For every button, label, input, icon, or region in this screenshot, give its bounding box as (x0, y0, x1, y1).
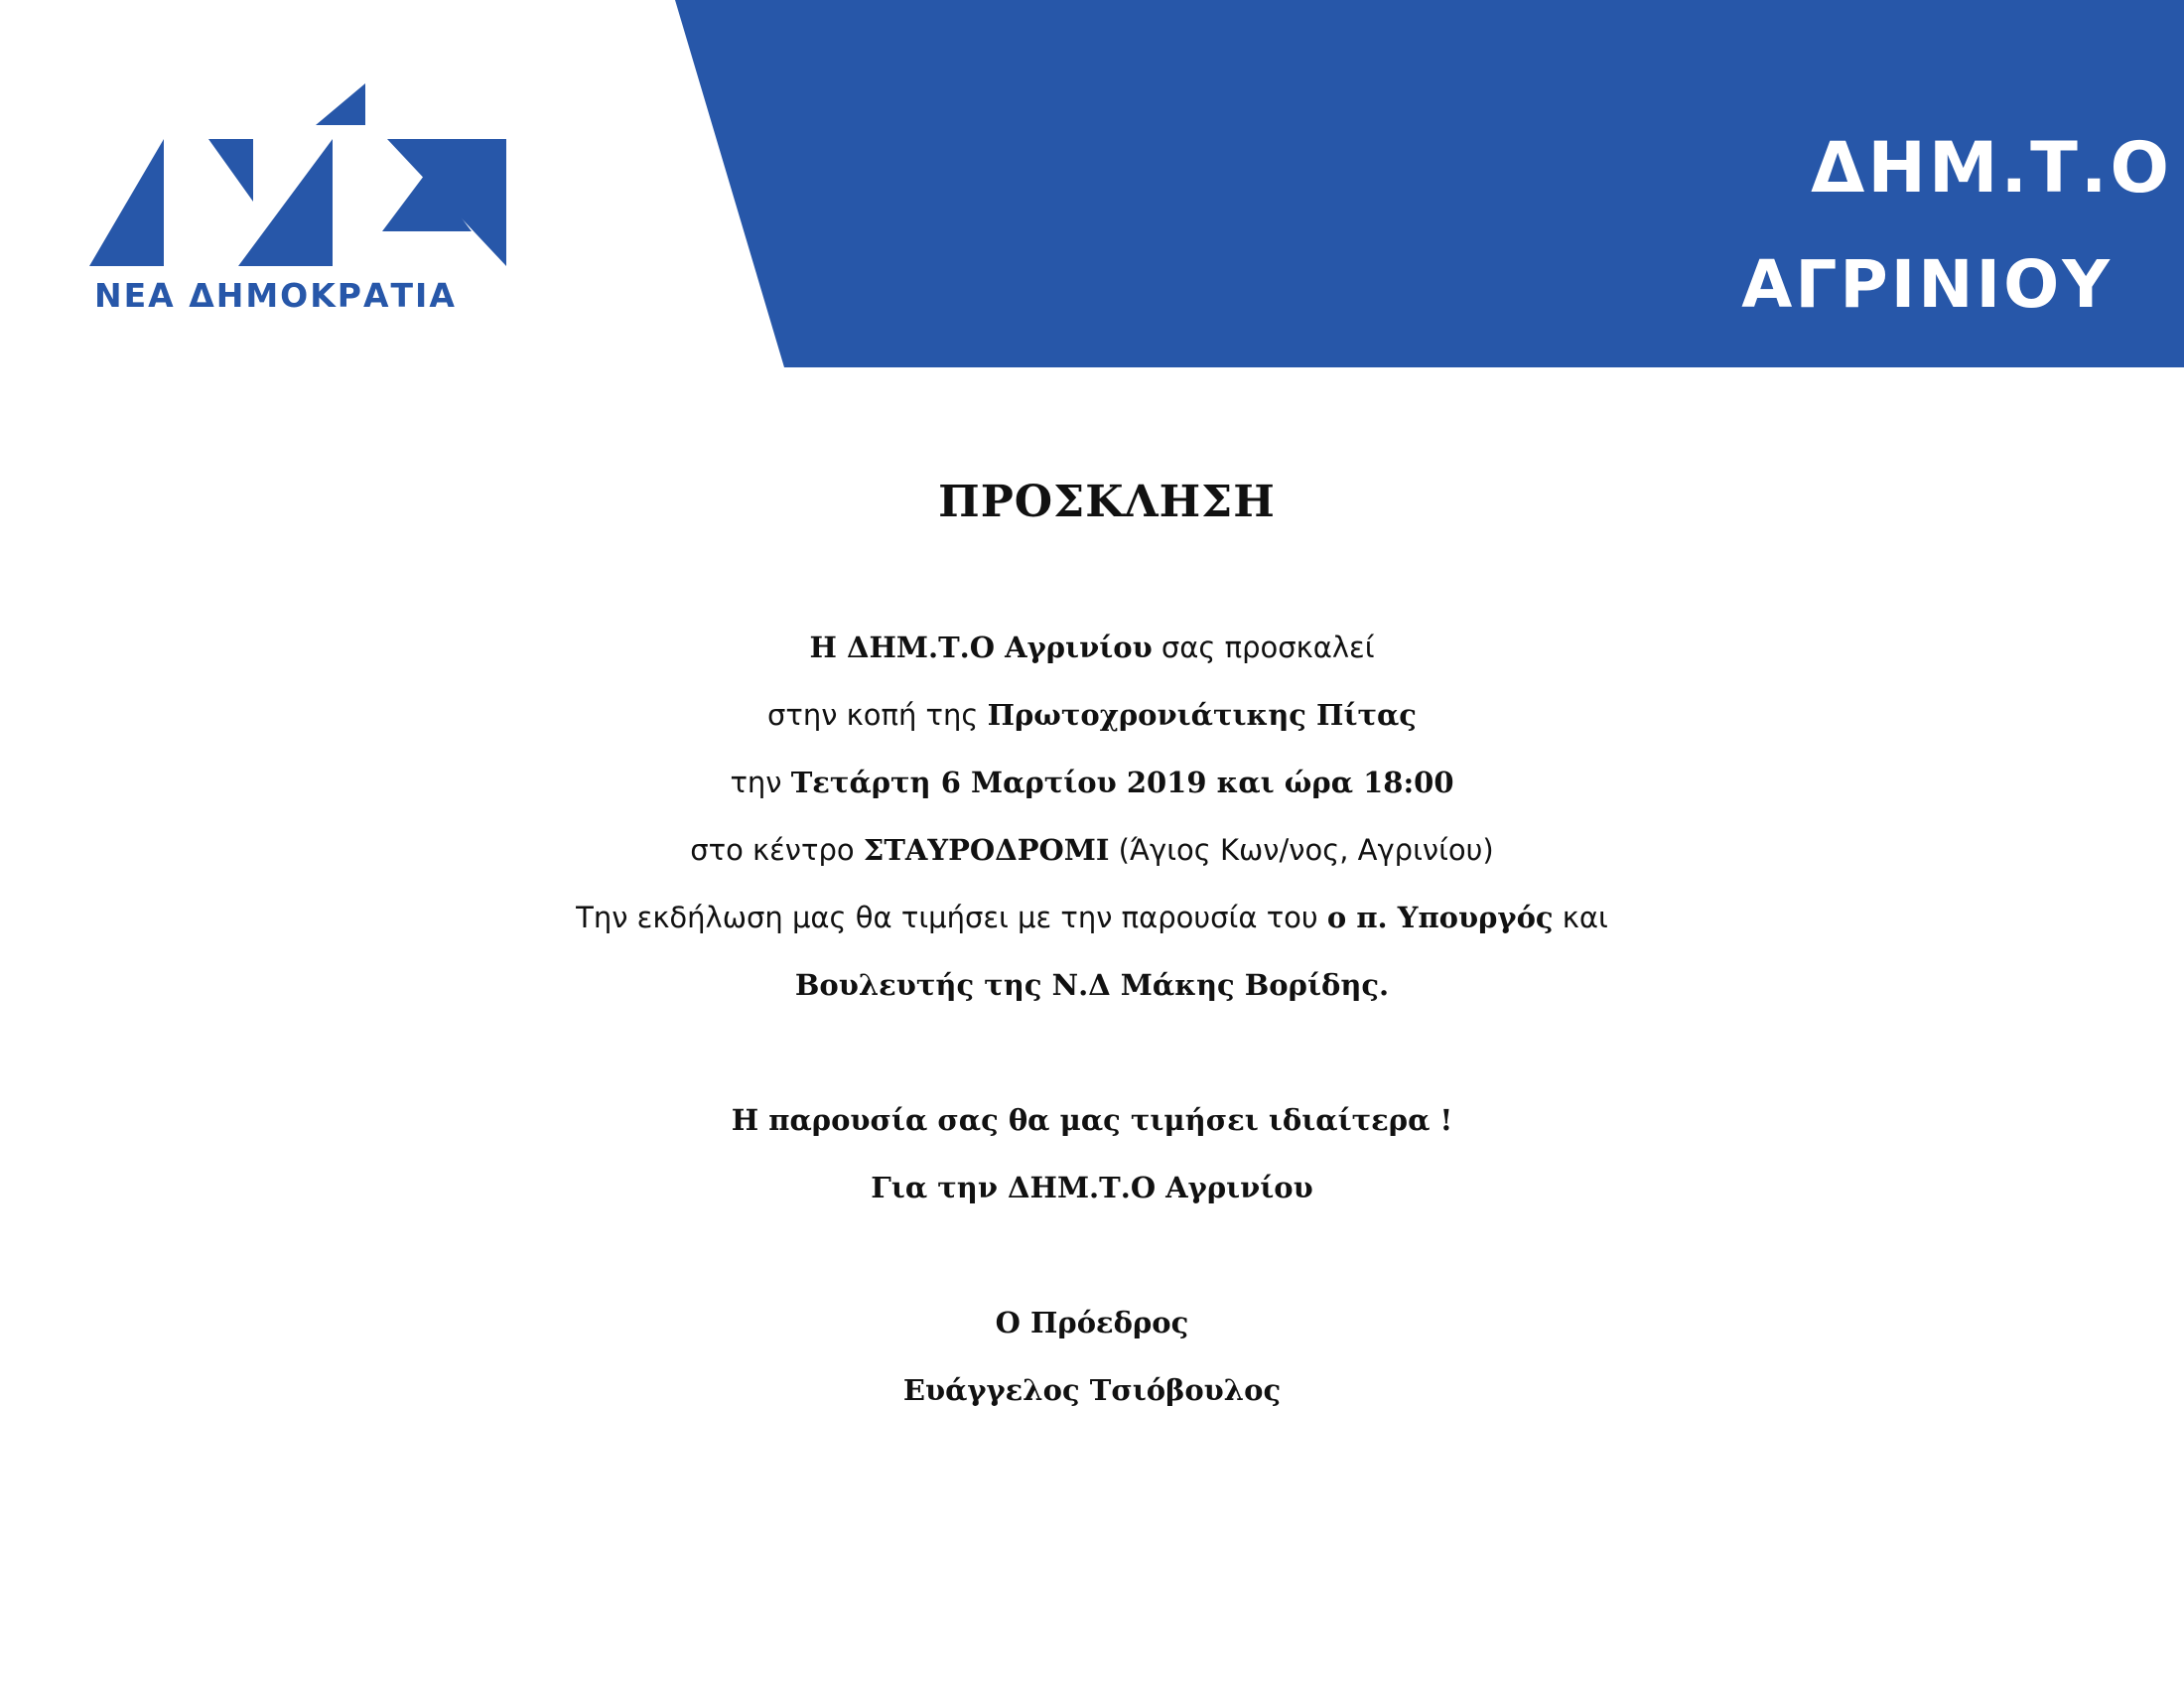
header (0, 0, 2184, 367)
logo-text: ΝΕΑ ΔΗΜΟΚΡΑΤΙΑ (94, 276, 457, 315)
line-4-text: στο κέντρο (690, 833, 864, 867)
venue-name: ΣΤΑΥΡΟΔΡΟΜΙ (863, 833, 1110, 867)
line-5-text: Την εκδήλωση μας θα τιμήσει με την παρουσία του (576, 901, 1327, 934)
invitation-line-4 (0, 833, 2184, 867)
sign-off-org: Για την ΔΗΜ.Τ.Ο Αγρινίου (871, 1171, 1313, 1204)
org-mention: Η ΔΗΜ.Τ.Ο Αγρινίου (809, 631, 1153, 664)
event-name: Πρωτοχρονιάτικης Πίτας (987, 698, 1417, 732)
org-name: ΔΗΜ.Τ.Ο (1811, 127, 2172, 209)
line-5-end: και (1553, 901, 1608, 934)
event-datetime: Τετάρτη 6 Μαρτίου 2019 και ώρα 18:00 (790, 766, 1454, 799)
guest-name-line: Βουλευτής της Ν.Δ Μάκης Βορίδης. (794, 968, 1390, 1002)
org-city: ΑΓΡΙΝΙΟΥ (1741, 246, 2113, 323)
invitation-line-2 (0, 698, 2184, 732)
invitation-line-1 (0, 631, 2184, 664)
venue-location: (Άγιος Κων/νος, Αγρινίου) (1109, 833, 1494, 867)
invitation-line-5 (0, 901, 2184, 934)
invitation-line-3 (0, 766, 2184, 799)
invitation-title: ΠΡΟΣΚΛΗΣΗ (938, 477, 1276, 527)
signatory-name: Ευάγγελος Τσιόβουλος (902, 1373, 1282, 1407)
guest-title: ο π. Υπουργός (1326, 901, 1554, 934)
line-2-text: στην κοπή της (767, 698, 988, 732)
line-1-text: σας προσκαλεί (1152, 631, 1375, 664)
signatory-role: Ο Πρόεδρος (995, 1306, 1189, 1339)
closing-line: Η παρουσία σας θα μας τιμήσει ιδιαίτερα ! (731, 1103, 1453, 1137)
line-3-text: την (730, 766, 791, 799)
